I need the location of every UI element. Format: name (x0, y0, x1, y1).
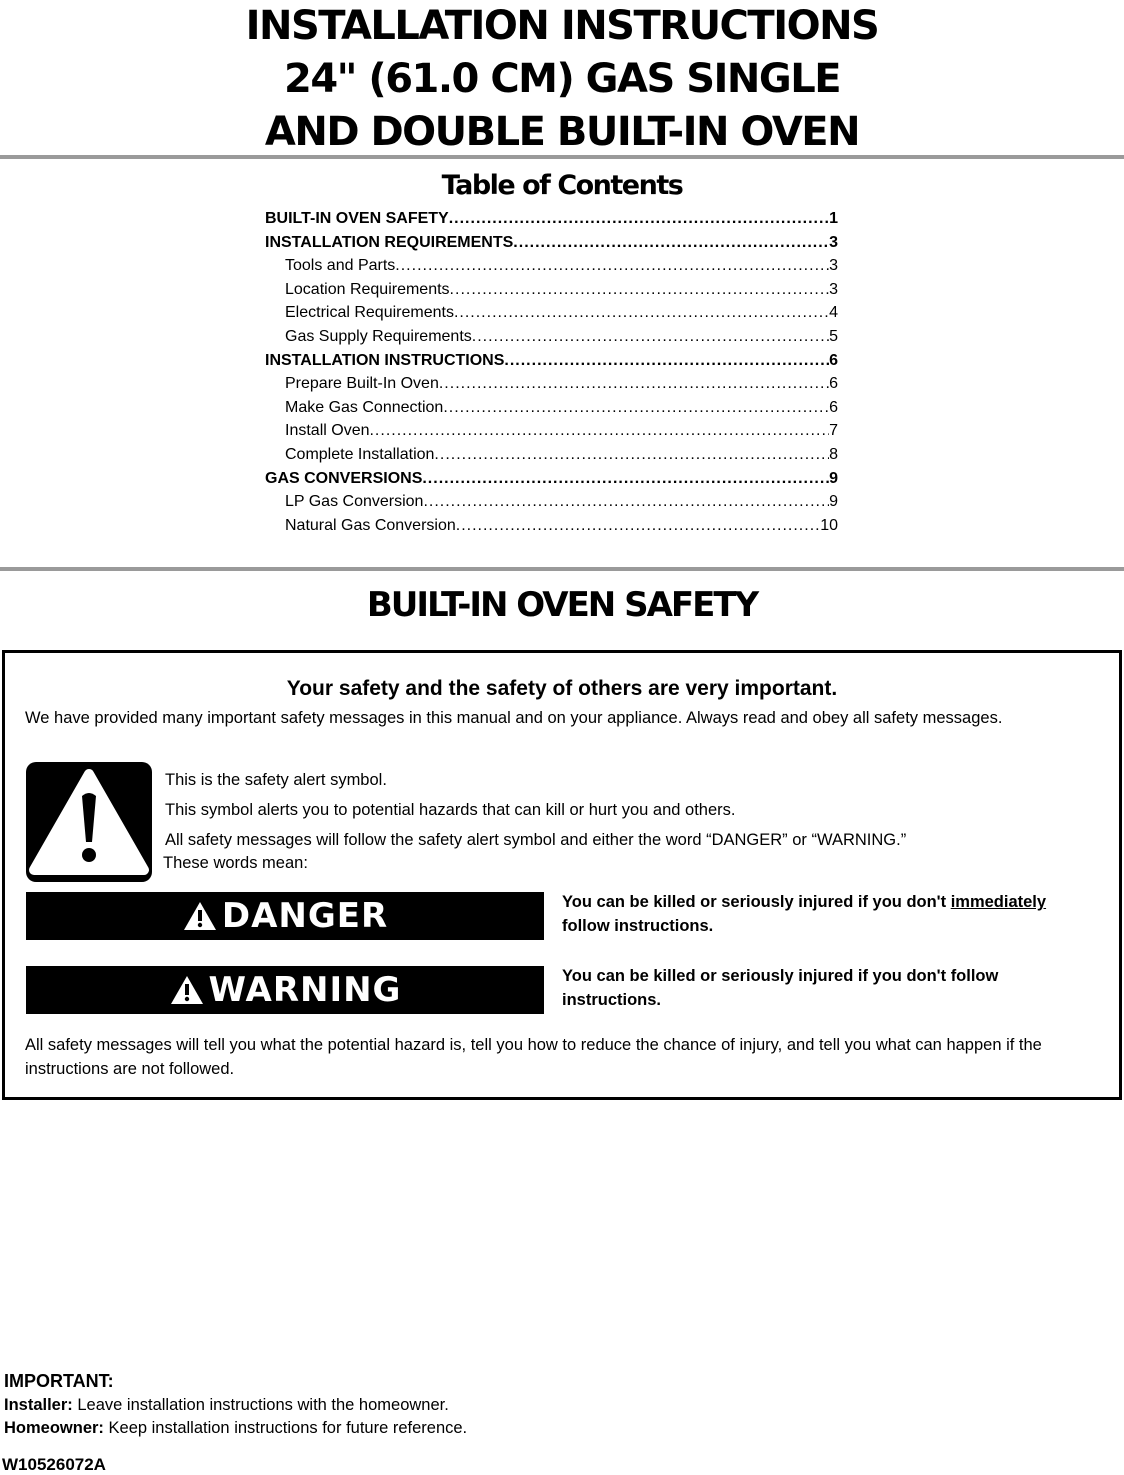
safety-closing: All safety messages will tell you what the potential hazard is, tell you how to reduce the chance of injury, and tell you what can happen if the instructions are not followed. (25, 1036, 1042, 1078)
title-line-1: INSTALLATION INSTRUCTIONS (245, 3, 879, 49)
warning-triangle-icon (182, 900, 218, 932)
toc-entry[interactable]: Make Gas Connection ..... 6 (265, 396, 838, 420)
title-line-2: 24" (61.0 CM) GAS SINGLE (283, 56, 841, 102)
toc-entry[interactable]: Electrical Requirements ..... 4 (265, 301, 838, 325)
safety-intro: We have provided many important safety messages in this manual and on your appliance. Always read and obey all safety messages. (25, 709, 1003, 727)
homeowner-note: Homeowner: Keep installation instructions for future reference. (4, 1419, 468, 1437)
important-heading: IMPORTANT: (4, 1371, 114, 1391)
safety-box (2, 650, 1122, 1100)
warning-label: WARNING (208, 970, 402, 1010)
toc-entry[interactable]: Install Oven ..... 7 (265, 419, 838, 443)
symbol-line-4: These words mean: (163, 854, 308, 872)
warning-text: You can be killed or seriously injured if you don't follow instructions. (562, 967, 999, 1009)
installer-note: Installer: Leave installation instructions with the homeowner. (4, 1395, 449, 1414)
toc-entry[interactable]: GAS CONVERSIONS ..... 9 (265, 467, 838, 491)
danger-text: You can be killed or seriously injured if you don't immediately follow instructions. (562, 893, 1047, 935)
important-note (4, 1370, 467, 1441)
toc-entry[interactable]: Prepare Built-In Oven ..... 6 (265, 372, 838, 396)
toc-entry[interactable]: Location Requirements ..... 3 (265, 278, 838, 302)
table-of-contents (265, 207, 838, 537)
document-title (0, 0, 1124, 159)
toc-heading: Table of Contents (441, 170, 683, 201)
divider-top (0, 155, 1124, 159)
toc-entry[interactable]: BUILT-IN OVEN SAFETY ..... 1 (265, 207, 838, 231)
symbol-line-3: All safety messages will follow the safety alert symbol and either the word “DANGER” or “WARNING.” (165, 831, 907, 849)
toc-entry[interactable]: Complete Installation ..... 8 (265, 443, 838, 467)
section-heading: BUILT-IN OVEN SAFETY (366, 585, 758, 625)
toc-entry[interactable]: LP Gas Conversion ..... 9 (265, 490, 838, 514)
warning-banner (26, 966, 544, 1014)
symbol-line-1: This is the safety alert symbol. (165, 771, 387, 789)
safety-alert-icon (26, 762, 152, 882)
danger-banner (26, 892, 544, 940)
document-id: W10526072A (2, 1455, 106, 1474)
toc-entry[interactable]: Gas Supply Requirements ..... 5 (265, 325, 838, 349)
warning-triangle-icon (169, 974, 205, 1006)
danger-label: DANGER (221, 896, 389, 936)
toc-entry[interactable]: INSTALLATION REQUIREMENTS ..... 3 (265, 231, 838, 255)
toc-entry[interactable]: Natural Gas Conversion ..... 10 (265, 514, 838, 538)
toc-entry[interactable]: INSTALLATION INSTRUCTIONS ..... 6 (265, 349, 838, 373)
toc-entry[interactable]: Tools and Parts ..... 3 (265, 254, 838, 278)
divider-middle (0, 567, 1124, 571)
symbol-line-2: This symbol alerts you to potential hazards that can kill or hurt you and others. (165, 801, 736, 819)
safety-title: Your safety and the safety of others are very important. (286, 677, 838, 700)
title-line-3: AND DOUBLE BUILT-IN OVEN (264, 109, 860, 155)
